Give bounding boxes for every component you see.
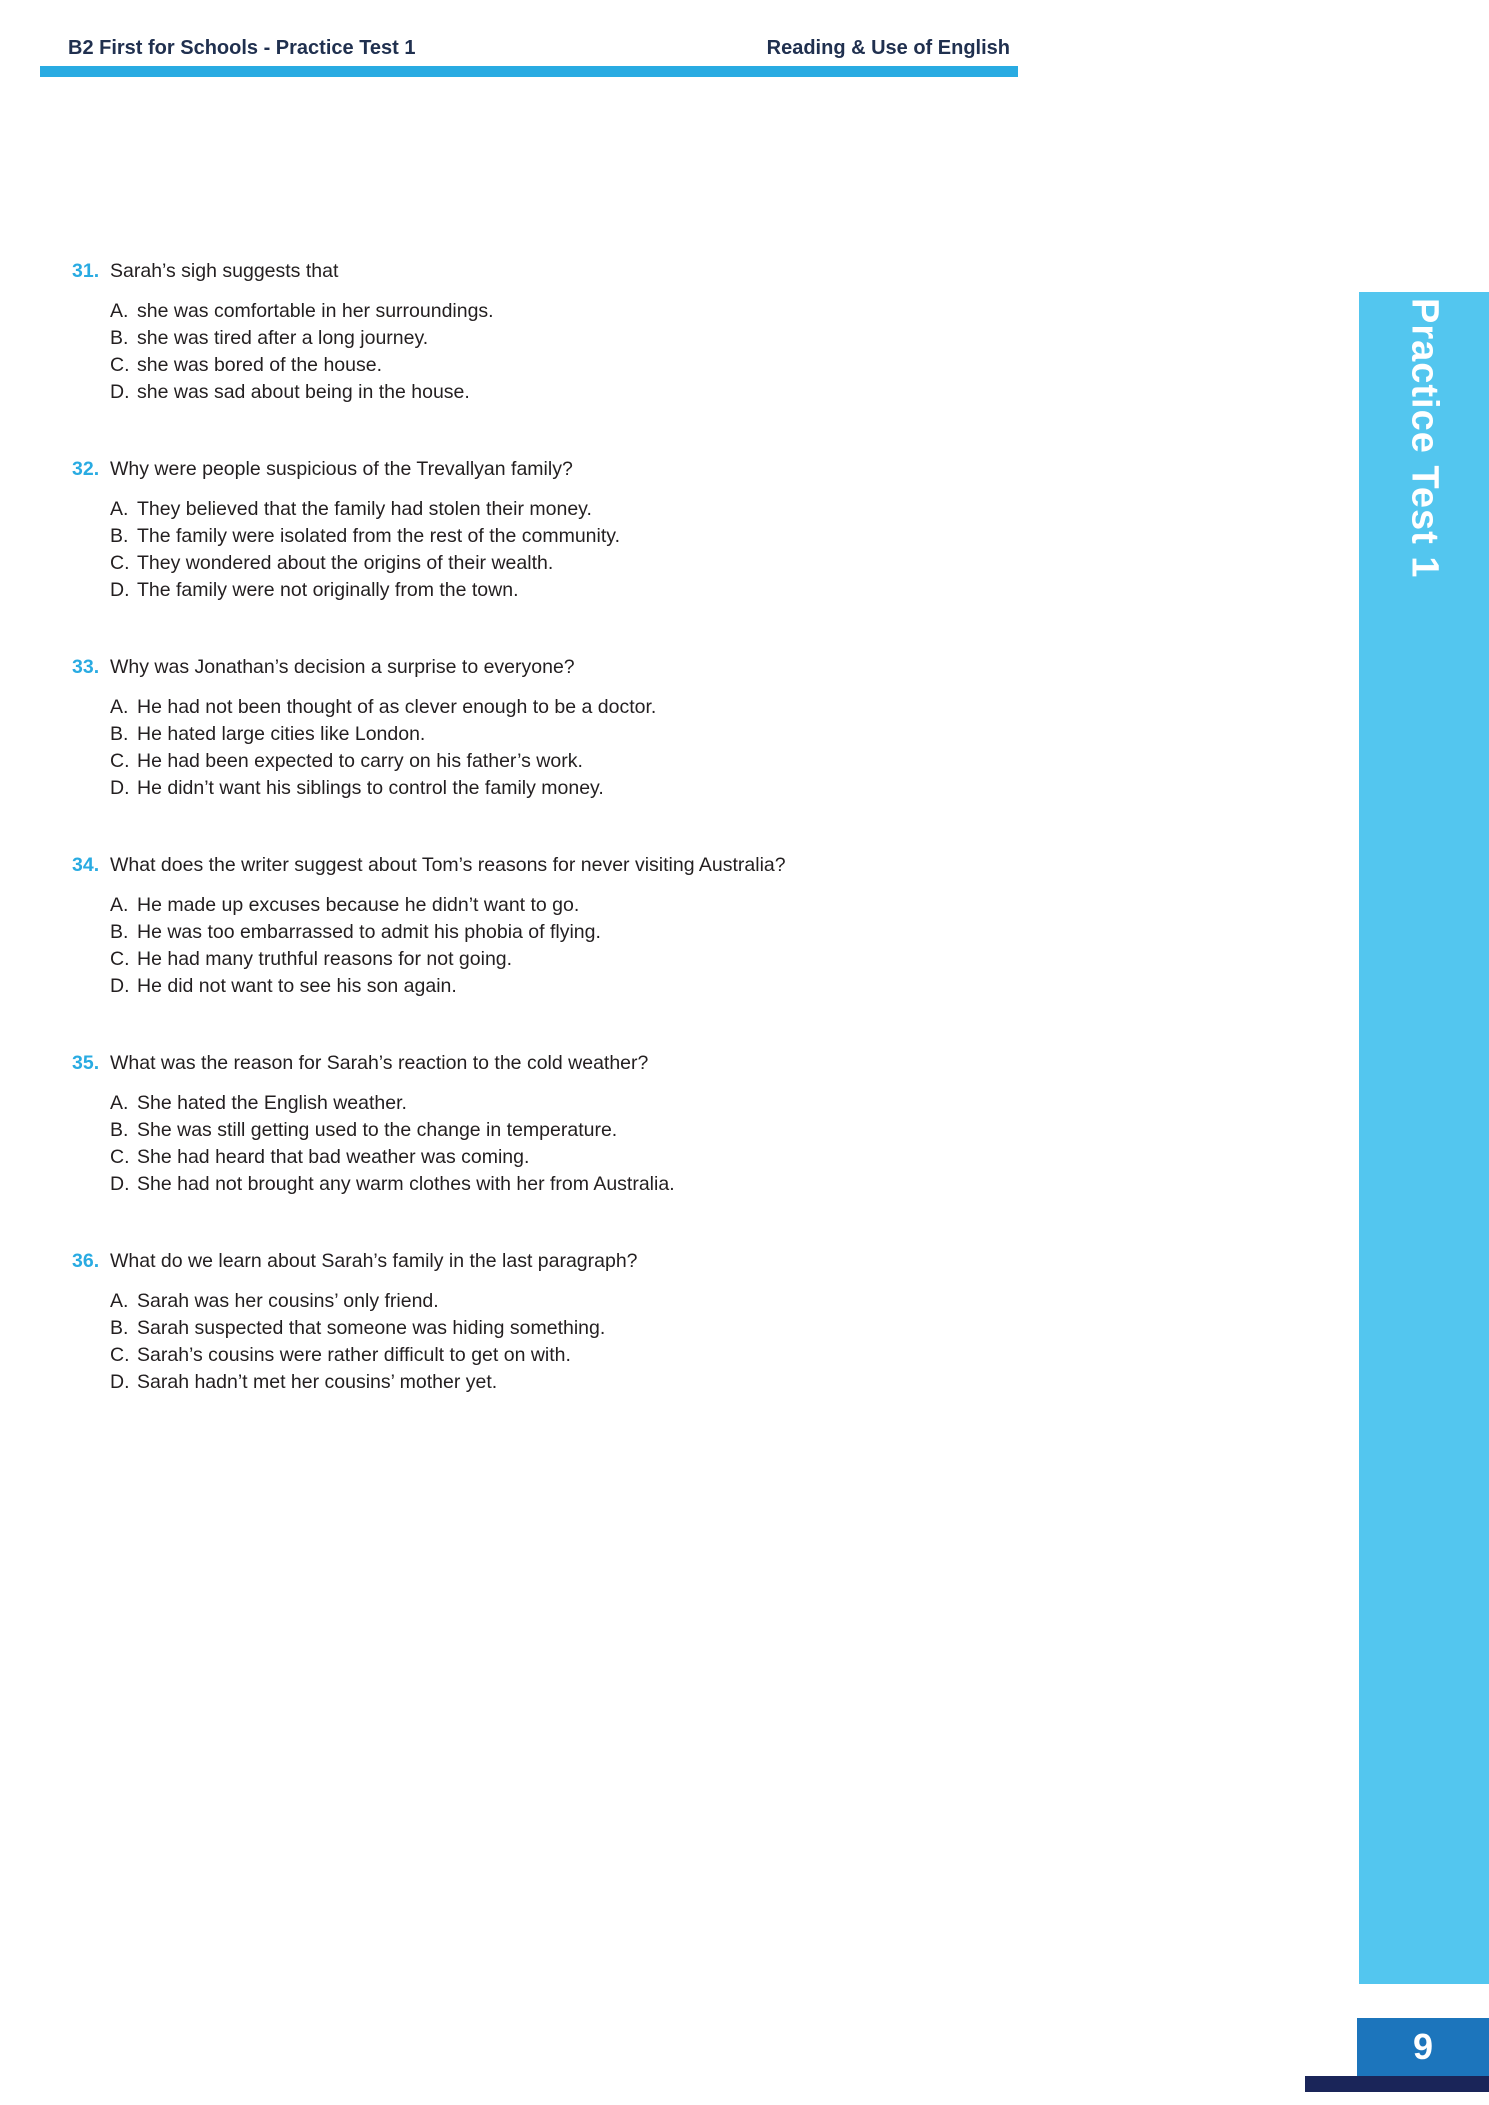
option-letter: D. — [110, 579, 130, 601]
option-a — [110, 1288, 1032, 1315]
option-c — [110, 1144, 1032, 1171]
option-b — [110, 325, 1032, 352]
option-text: He had not been thought of as clever enough to be a doctor. — [137, 696, 657, 718]
option-letter: A. — [110, 300, 129, 322]
option-text: She hated the English weather. — [137, 1092, 407, 1114]
option-d — [110, 577, 1032, 604]
option-letter: D. — [110, 1371, 130, 1393]
option-b — [110, 919, 1032, 946]
footer-strip — [1305, 2076, 1489, 2092]
option-text: She had not brought any warm clothes with her from Australia. — [137, 1173, 675, 1195]
question-head — [72, 1248, 1032, 1275]
option-a — [110, 694, 1032, 721]
question-text: Sarah’s sigh suggests that — [110, 260, 339, 282]
question-text: Why were people suspicious of the Trevallyan family? — [110, 458, 573, 480]
option-text: she was tired after a long journey. — [137, 327, 429, 349]
question-number: 32. — [72, 458, 100, 480]
question-head — [72, 654, 1032, 681]
option-b — [110, 1117, 1032, 1144]
question-number: 34. — [72, 854, 100, 876]
question-text: What do we learn about Sarah’s family in the last paragraph? — [110, 1250, 638, 1272]
option-c — [110, 946, 1032, 973]
options-list — [72, 496, 1032, 604]
option-letter: B. — [110, 1119, 129, 1141]
option-letter: C. — [110, 948, 130, 970]
question-number: 31. — [72, 260, 100, 282]
option-letter: C. — [110, 1146, 130, 1168]
question-32 — [72, 456, 1032, 604]
option-letter: A. — [110, 1092, 129, 1114]
question-31 — [72, 258, 1032, 406]
option-letter: D. — [110, 381, 130, 403]
option-text: Sarah hadn’t met her cousins’ mother yet. — [137, 1371, 498, 1393]
option-text: He had been expected to carry on his father’s work. — [137, 750, 583, 772]
option-letter: A. — [110, 894, 129, 916]
question-36 — [72, 1248, 1032, 1396]
question-head — [72, 1050, 1032, 1077]
option-text: The family were isolated from the rest of the community. — [137, 525, 620, 547]
option-letter: C. — [110, 1344, 130, 1366]
question-text: Why was Jonathan’s decision a surprise to everyone? — [110, 656, 575, 678]
option-c — [110, 1342, 1032, 1369]
questions-section — [72, 258, 1032, 1446]
question-head — [72, 258, 1032, 285]
question-33 — [72, 654, 1032, 802]
question-number: 35. — [72, 1052, 100, 1074]
question-head — [72, 852, 1032, 879]
option-text: she was comfortable in her surroundings. — [137, 300, 494, 322]
option-a — [110, 298, 1032, 325]
option-b — [110, 721, 1032, 748]
option-a — [110, 496, 1032, 523]
option-text: He didn’t want his siblings to control the family money. — [137, 777, 604, 799]
option-letter: C. — [110, 750, 130, 772]
options-list — [72, 892, 1032, 1000]
options-list — [72, 1090, 1032, 1198]
question-35 — [72, 1050, 1032, 1198]
option-letter: B. — [110, 1317, 129, 1339]
question-text: What was the reason for Sarah’s reaction to the cold weather? — [110, 1052, 649, 1074]
page-number-box — [1357, 2018, 1489, 2076]
option-text: Sarah was her cousins’ only friend. — [137, 1290, 439, 1312]
option-c — [110, 352, 1032, 379]
page-number: 9 — [1412, 2026, 1434, 2067]
header — [68, 37, 1010, 60]
question-34 — [72, 852, 1032, 1000]
option-letter: B. — [110, 327, 129, 349]
option-text: He made up excuses because he didn’t want to go. — [137, 894, 580, 916]
option-d — [110, 1171, 1032, 1198]
option-letter: C. — [110, 552, 130, 574]
option-text: Sarah suspected that someone was hiding something. — [137, 1317, 606, 1339]
side-tab-label: Practice Test 1 — [1403, 298, 1446, 579]
option-letter: D. — [110, 975, 130, 997]
option-b — [110, 1315, 1032, 1342]
option-text: He was too embarrassed to admit his phobia of flying. — [137, 921, 601, 943]
option-text: She had heard that bad weather was coming. — [137, 1146, 530, 1168]
option-c — [110, 748, 1032, 775]
option-text: They wondered about the origins of their wealth. — [137, 552, 554, 574]
option-text: He did not want to see his son again. — [137, 975, 457, 997]
option-letter: D. — [110, 777, 130, 799]
option-text: The family were not originally from the town. — [137, 579, 519, 601]
option-letter: D. — [110, 1173, 130, 1195]
option-d — [110, 973, 1032, 1000]
option-letter: B. — [110, 723, 129, 745]
option-text: He hated large cities like London. — [137, 723, 426, 745]
option-text: she was bored of the house. — [137, 354, 382, 376]
option-text: They believed that the family had stolen their money. — [137, 498, 592, 520]
option-text: she was sad about being in the house. — [137, 381, 470, 403]
option-d — [110, 379, 1032, 406]
option-d — [110, 1369, 1032, 1396]
question-text: What does the writer suggest about Tom’s reasons for never visiting Australia? — [110, 854, 786, 876]
question-head — [72, 456, 1032, 483]
options-list — [72, 1288, 1032, 1396]
header-right-title: Reading & Use of English — [766, 37, 1010, 59]
option-letter: B. — [110, 921, 129, 943]
header-rule — [40, 66, 1018, 77]
question-number: 36. — [72, 1250, 100, 1272]
option-letter: A. — [110, 1290, 129, 1312]
option-d — [110, 775, 1032, 802]
header-left-title: B2 First for Schools - Practice Test 1 — [68, 37, 416, 59]
option-letter: B. — [110, 525, 129, 547]
option-b — [110, 523, 1032, 550]
option-a — [110, 892, 1032, 919]
options-list — [72, 694, 1032, 802]
option-text: She was still getting used to the change in temperature. — [137, 1119, 618, 1141]
option-text: He had many truthful reasons for not going. — [137, 948, 513, 970]
side-tab — [1359, 292, 1489, 1984]
options-list — [72, 298, 1032, 406]
option-letter: A. — [110, 498, 129, 520]
option-a — [110, 1090, 1032, 1117]
option-letter: A. — [110, 696, 129, 718]
option-text: Sarah’s cousins were rather difficult to get on with. — [137, 1344, 571, 1366]
option-c — [110, 550, 1032, 577]
option-letter: C. — [110, 354, 130, 376]
question-number: 33. — [72, 656, 100, 678]
